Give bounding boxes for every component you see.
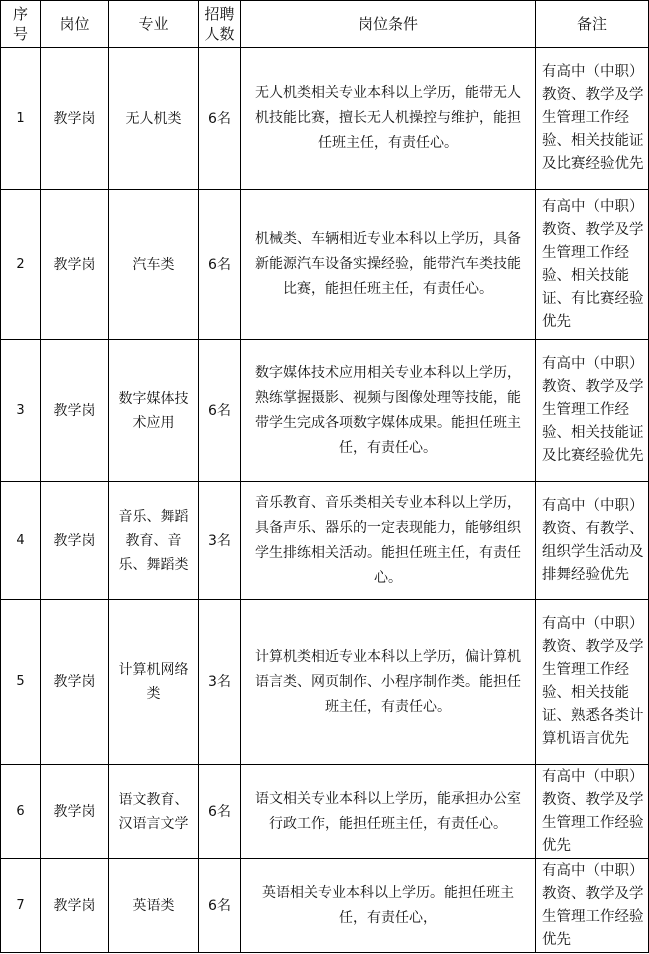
cell-major: 音乐、舞蹈教育、音乐、舞蹈类 — [109, 482, 199, 600]
table-header-row — [1, 1, 649, 48]
cell-seq: 1 — [1, 48, 41, 190]
cell-conditions: 语文相关专业本科以上学历，能承担办公室行政工作，能担任班主任，有责任心。 — [241, 765, 536, 859]
cell-major: 英语类 — [109, 859, 199, 953]
cell-remarks: 有高中（中职）教资、教学及学生管理工作经验、相关技能证及比赛经验优先 — [536, 48, 649, 190]
cell-seq: 4 — [1, 482, 41, 600]
table-row — [1, 190, 649, 340]
cell-conditions: 音乐教育、音乐类相关专业本科以上学历，具备声乐、器乐的一定表现能力，能够组织学生排练相关活动。能担任班主任，有责任心。 — [241, 482, 536, 600]
header-post: 岗位 — [41, 1, 109, 48]
cell-post: 教学岗 — [41, 48, 109, 190]
cell-seq: 3 — [1, 340, 41, 482]
cell-count: 3名 — [199, 482, 241, 600]
table-row — [1, 482, 649, 600]
cell-post: 教学岗 — [41, 600, 109, 765]
cell-post: 教学岗 — [41, 190, 109, 340]
cell-count: 6名 — [199, 190, 241, 340]
cell-conditions: 无人机类相关专业本科以上学历，能带无人机技能比赛，擅长无人机操控与维护，能担任班主任，有责任心。 — [241, 48, 536, 190]
cell-post: 教学岗 — [41, 482, 109, 600]
cell-remarks: 有高中（中职）教资、教学及学生管理工作经验、相关技能证及比赛经验优先 — [536, 340, 649, 482]
cell-seq: 5 — [1, 600, 41, 765]
table-row — [1, 340, 649, 482]
header-major: 专业 — [109, 1, 199, 48]
cell-post: 教学岗 — [41, 340, 109, 482]
table-row — [1, 48, 649, 190]
cell-major: 计算机网络类 — [109, 600, 199, 765]
cell-remarks: 有高中（中职）教资、教学及学生管理工作经验、相关技能证、有比赛经验优先 — [536, 190, 649, 340]
cell-major: 语文教育、汉语言文学 — [109, 765, 199, 859]
cell-count: 6名 — [199, 340, 241, 482]
cell-seq: 6 — [1, 765, 41, 859]
cell-major: 汽车类 — [109, 190, 199, 340]
cell-remarks: 有高中（中职）教资、教学及学生管理工作经验优先 — [536, 859, 649, 953]
cell-major: 数字媒体技术应用 — [109, 340, 199, 482]
cell-count: 6名 — [199, 765, 241, 859]
header-seq: 序号 — [1, 1, 41, 48]
cell-count: 3名 — [199, 600, 241, 765]
cell-remarks: 有高中（中职）教资、教学及学生管理工作经验优先 — [536, 765, 649, 859]
cell-conditions: 计算机类相近专业本科以上学历，偏计算机语言类、网页制作、小程序制作类。能担任班主任，有责任心。 — [241, 600, 536, 765]
cell-conditions: 英语相关专业本科以上学历。能担任班主任，有责任心， — [241, 859, 536, 953]
cell-conditions: 数字媒体技术应用相关专业本科以上学历，熟练掌握摄影、视频与图像处理等技能，能带学生完成各项数字媒体成果。能担任班主任，有责任心。 — [241, 340, 536, 482]
cell-conditions: 机械类、车辆相近专业本科以上学历，具备新能源汽车设备实操经验，能带汽车类技能比赛，能担任班主任，有责任心。 — [241, 190, 536, 340]
table-row — [1, 859, 649, 953]
cell-seq: 7 — [1, 859, 41, 953]
header-remarks: 备注 — [536, 1, 649, 48]
cell-major: 无人机类 — [109, 48, 199, 190]
header-conditions: 岗位条件 — [241, 1, 536, 48]
cell-post: 教学岗 — [41, 765, 109, 859]
cell-post: 教学岗 — [41, 859, 109, 953]
table-row — [1, 765, 649, 859]
cell-remarks: 有高中（中职）教资、教学及学生管理工作经验、相关技能证、熟悉各类计算机语言优先 — [536, 600, 649, 765]
table-row — [1, 600, 649, 765]
cell-count: 6名 — [199, 859, 241, 953]
header-count: 招聘人数 — [199, 1, 241, 48]
cell-seq: 2 — [1, 190, 41, 340]
cell-count: 6名 — [199, 48, 241, 190]
cell-remarks: 有高中（中职）教资、有教学、组织学生活动及排舞经验优先 — [536, 482, 649, 600]
